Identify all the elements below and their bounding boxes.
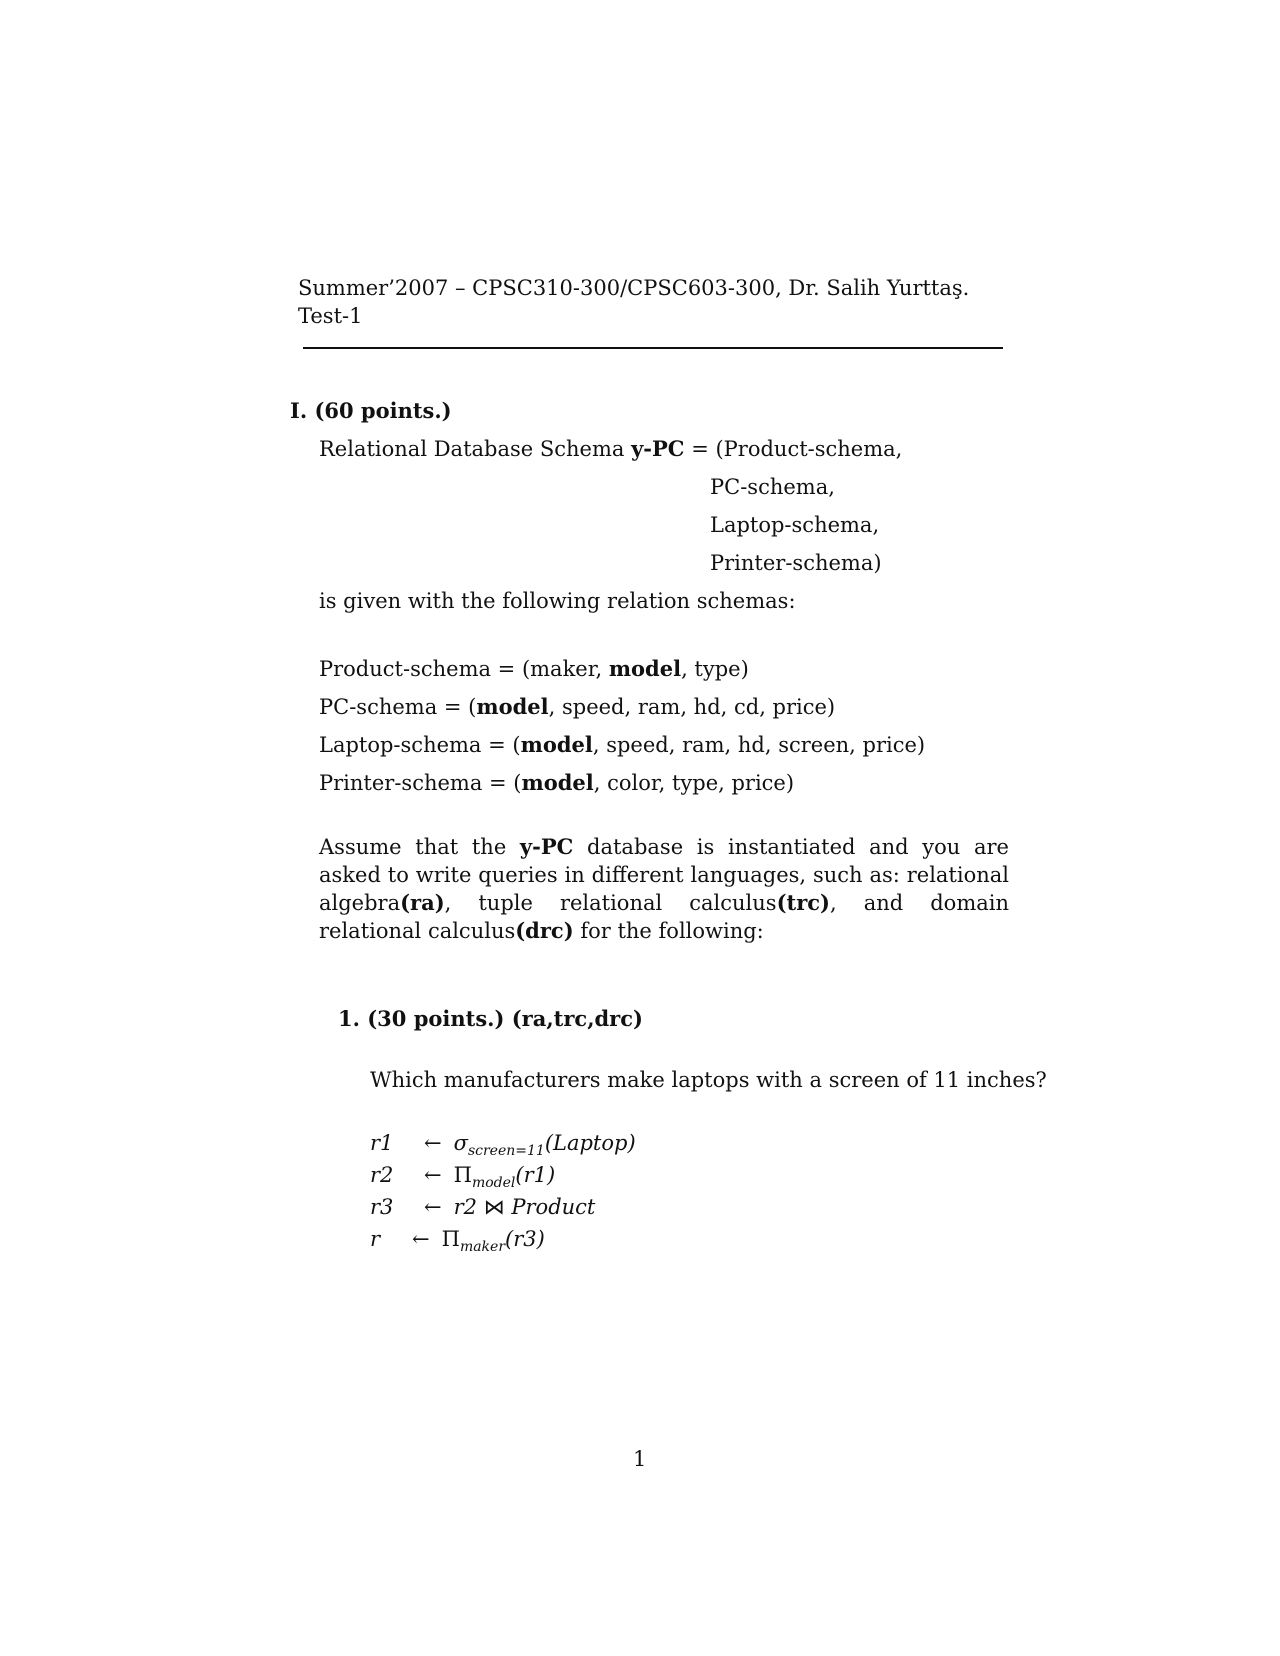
lang-trc: (trc) [776, 890, 830, 915]
left-arrow-icon: ← [424, 1131, 442, 1155]
algebra-line [370, 1193, 595, 1221]
algebra-line [370, 1161, 555, 1192]
relation-attrs: , color, type, price) [593, 771, 795, 795]
schema-intro-prefix: Relational Database Schema [319, 437, 632, 461]
algebra-arg: (Laptop) [544, 1131, 636, 1155]
relation-name: Product-schema [319, 657, 491, 681]
schema-item: Printer-schema) [710, 551, 882, 575]
relation-name: PC-schema [319, 695, 438, 719]
question-text: Which manufacturers make laptops with a screen of 11 inches? [370, 1068, 1047, 1092]
lang-ra: (ra) [400, 890, 445, 915]
relation-key: model [520, 732, 593, 757]
schema-intro [319, 435, 902, 463]
schema-item: Laptop-schema, [710, 513, 880, 537]
left-arrow-icon: ← [424, 1195, 442, 1219]
schema-item: PC-schema, [710, 475, 835, 499]
assume-text: for the following: [573, 919, 764, 943]
schema-name: y-PC [631, 436, 685, 461]
relation-eq: = [481, 733, 513, 757]
relation-product [319, 655, 749, 683]
relation-attrs: , speed, ram, hd, screen, price) [592, 733, 926, 757]
natural-join-icon: ⋈ [483, 1195, 505, 1219]
question-heading: 1. (30 points.) (ra,trc,drc) [338, 1006, 643, 1031]
algebra-var: r1 [370, 1131, 394, 1155]
relation-printer [319, 769, 794, 797]
relation-eq: = [437, 695, 469, 719]
test-label: Test-1 [298, 304, 363, 328]
left-arrow-icon: ← [412, 1227, 430, 1251]
section-heading: I. (60 points.) [290, 398, 452, 423]
course-header: Summer’2007 – CPSC310-300/CPSC603-300, Dr. Salih Yurttaş. [298, 276, 970, 300]
assume-text: Assume that the [319, 835, 520, 859]
left-arrow-icon: ← [424, 1163, 442, 1187]
relation-eq: = [491, 657, 522, 681]
pi-symbol: Π [453, 1163, 472, 1187]
relation-attrs: ( [468, 695, 477, 719]
relation-attrs: , type) [681, 657, 749, 681]
algebra-var: r3 [370, 1195, 394, 1219]
algebra-subscript: screen=11 [467, 1143, 545, 1159]
assume-text: , tuple relational calculus [444, 891, 777, 915]
algebra-line [370, 1129, 636, 1160]
relation-attrs: ( [513, 771, 522, 795]
lang-drc: (drc) [515, 918, 574, 943]
algebra-arg: (r3) [505, 1227, 545, 1251]
relation-attrs: (maker, [521, 657, 609, 681]
relation-name: Printer-schema [319, 771, 483, 795]
algebra-var: r2 [370, 1163, 394, 1187]
algebra-arg: Product [511, 1195, 596, 1219]
algebra-subscript: maker [459, 1239, 506, 1255]
assume-text: , and domain relational calculus [319, 891, 1009, 943]
pi-symbol: Π [441, 1227, 460, 1251]
schema-outro: is given with the following relation schemas: [319, 589, 796, 613]
relation-eq: = [482, 771, 514, 795]
sigma-symbol: σ [453, 1131, 468, 1155]
assume-text: database is instantiated and you are asked to write queries in different languages, such as: relational algebra [319, 835, 1009, 915]
relation-pc [319, 693, 835, 721]
relation-attrs: ( [512, 733, 521, 757]
schema-eq: = [684, 437, 716, 461]
header-rule [303, 347, 1003, 349]
assume-paragraph [319, 833, 1009, 945]
relation-key: model [608, 656, 682, 681]
algebra-line [370, 1225, 545, 1256]
relation-laptop [319, 731, 925, 759]
relation-attrs: , speed, ram, hd, cd, price) [548, 695, 836, 719]
algebra-arg: (r1) [515, 1163, 556, 1187]
relation-key: model [521, 770, 594, 795]
relation-name: Laptop-schema [319, 733, 482, 757]
db-name: y-PC [519, 834, 574, 859]
page-number: 1 [633, 1447, 647, 1471]
algebra-subscript: model [471, 1175, 516, 1191]
algebra-arg: r2 [453, 1195, 478, 1219]
algebra-var: r [370, 1227, 381, 1251]
schema-item: (Product-schema, [715, 437, 903, 461]
relation-key: model [476, 694, 549, 719]
